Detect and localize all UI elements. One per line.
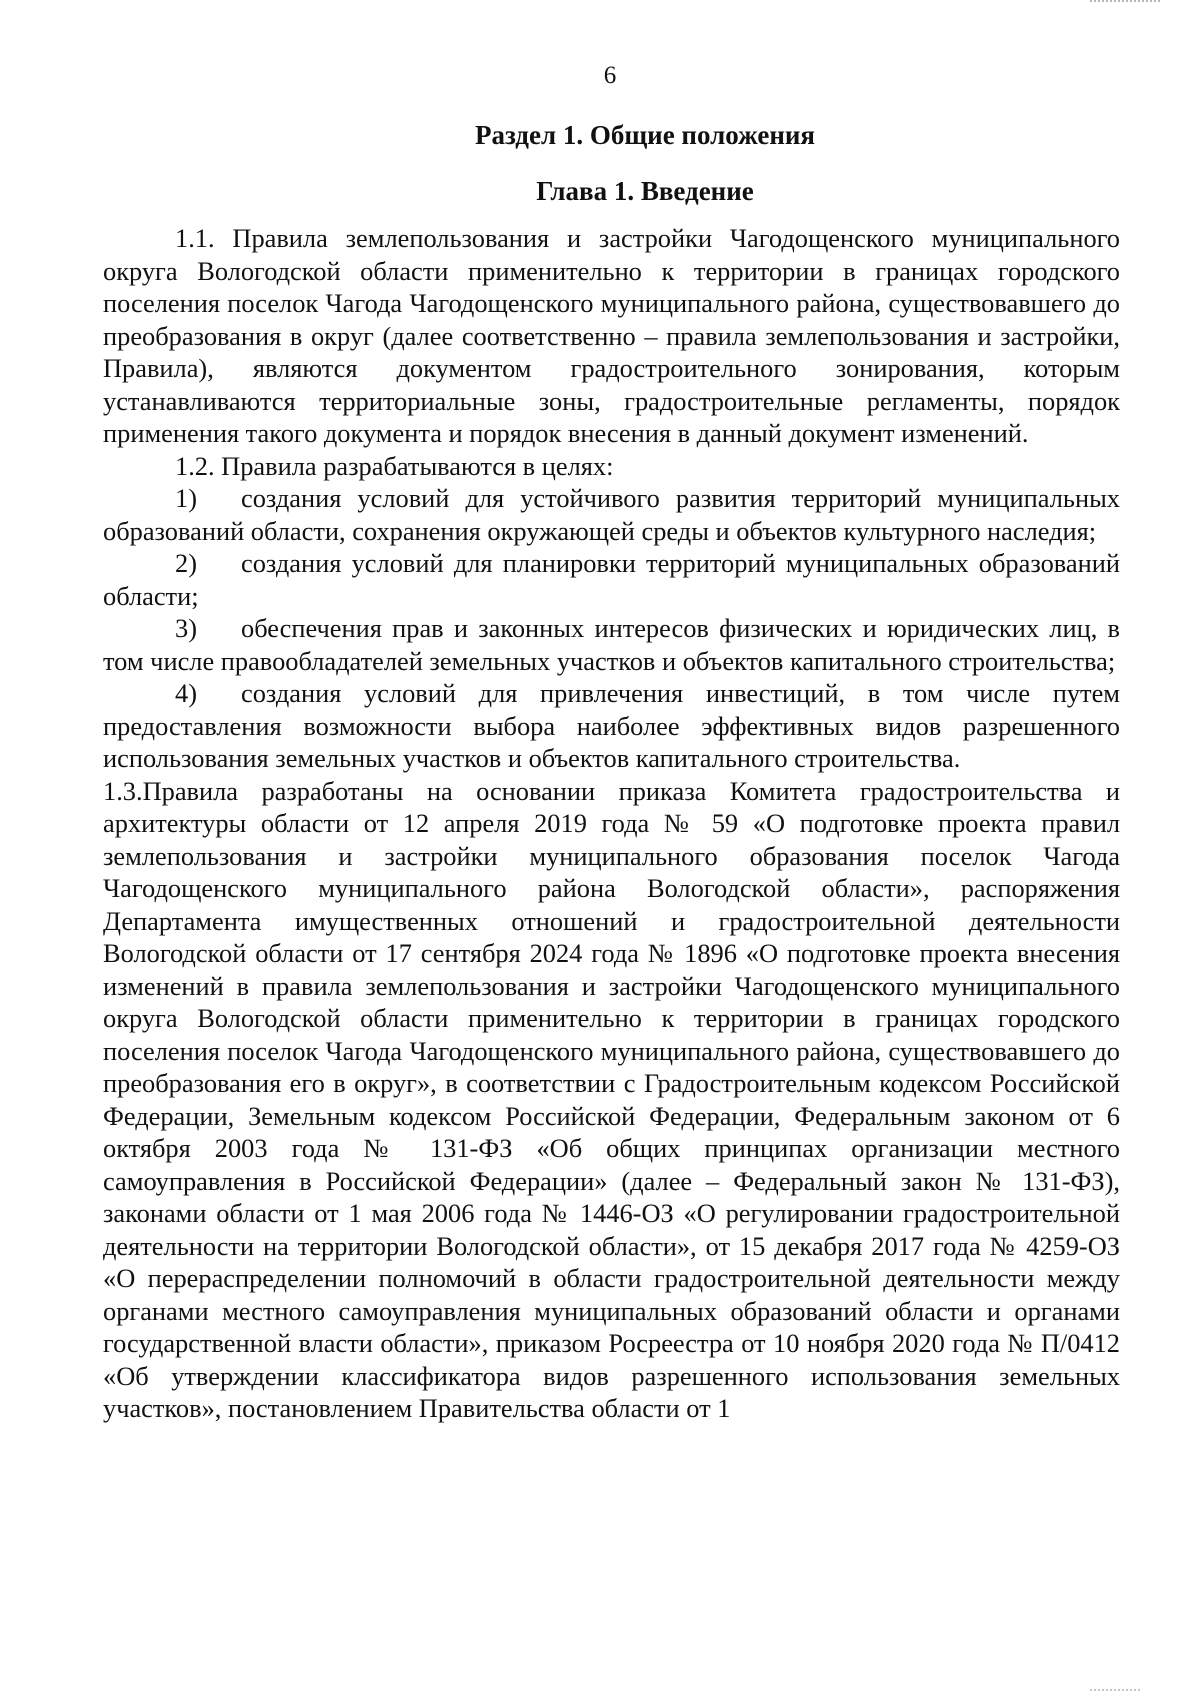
paragraph-1-2: 1.2. Правила разрабатываются в целях: [175, 450, 614, 481]
list-item-number: 2) [175, 548, 197, 578]
list-item-number: 4) [175, 678, 197, 708]
chapter-title: Глава 1. Введение [536, 176, 754, 206]
list-item-text: создания условий для устойчивого развития территорий муниципальных образований области, сохранения окружающей среды и объектов культурного наследия; [103, 483, 1120, 546]
list-item-text: создания условий для планировки территорий муниципальных образований области; [103, 548, 1120, 611]
section-title: Раздел 1. Общие положения [474, 120, 816, 150]
scan-artifact [1090, 0, 1160, 6]
document-body [103, 222, 1120, 1425]
list-item-text: обеспечения прав и законных интересов физических и юридических лиц, в том числе правообладателей земельных участков и объектов капитального строительства; [103, 613, 1120, 676]
paragraph-1-3: 1.3.Правила разработаны на основании приказа Комитета градостроительства и архитектуры области от 12 апреля 2019 года № 59 «О подготовке проекта правил землепользования и застройки муниципального образования поселок Чагода Чагодощенского муниципального района Вологодской области», распоряжения Департамента имущественных отношений и градостроительной деятельности Вологодской области от 17 сентября 2024 года № 1896 «О подготовке проекта внесения изменений в правила землепользования и застройки Чагодощенского муниципального округа Вологодской области применительно к территории в границах городского поселения поселок Чагода Чагодощенского муниципального района, существовавшего до преобразования его в округ», в соответствии с Градостроительным кодексом Российской Федерации, Земельным кодексом Российской Федерации, Федеральным законом от 6 октября 2003 года № 131-ФЗ «Об общих принципах организации местного самоуправления в Российской Федерации» (далее – Федеральный закон № 131-ФЗ), законами области от 1 мая 2006 года № 1446-ОЗ «О регулировании градостроительной деятельности на территории Вологодской области», от 15 декабря 2017 года № 4259-ОЗ «О перераспределении полномочий в области градостроительной деятельности между органами местного самоуправления муниципальных образований области и органами государственной власти области», приказом Росреестра от 10 ноября 2020 года № П/0412 «Об утверждении классификатора видов разрешенного использования земельных участков», постановлением Правительства области от 1 [103, 775, 1120, 1423]
list-item-text: создания условий для привлечения инвестиций, в том числе путем предоставления возможности выбора наиболее эффективных видов разрешенного использования земельных участков и объектов капитального строительства. [103, 678, 1120, 773]
paragraph-1-1: 1.1. Правила землепользования и застройки Чагодощенского муниципального округа Вологодской области применительно к территории в границах городского поселения поселок Чагода Чагодощенского муниципального района, существовавшего до преобразования в округ (далее соответственно – правила землепользования и застройки, Правила), являются документом градостроительного зонирования, которым устанавливаются территориальные зоны, градостроительные регламенты, порядок применения такого документа и порядок внесения в данный документ изменений. [103, 223, 1120, 448]
list-item [103, 482, 1120, 547]
list-item-number: 3) [175, 613, 197, 643]
page-number: 6 [603, 62, 617, 89]
scan-artifact [1090, 1685, 1140, 1691]
list-item [103, 612, 1120, 677]
list-item-number: 1) [175, 483, 197, 513]
list-item [103, 547, 1120, 612]
list-item [103, 677, 1120, 775]
